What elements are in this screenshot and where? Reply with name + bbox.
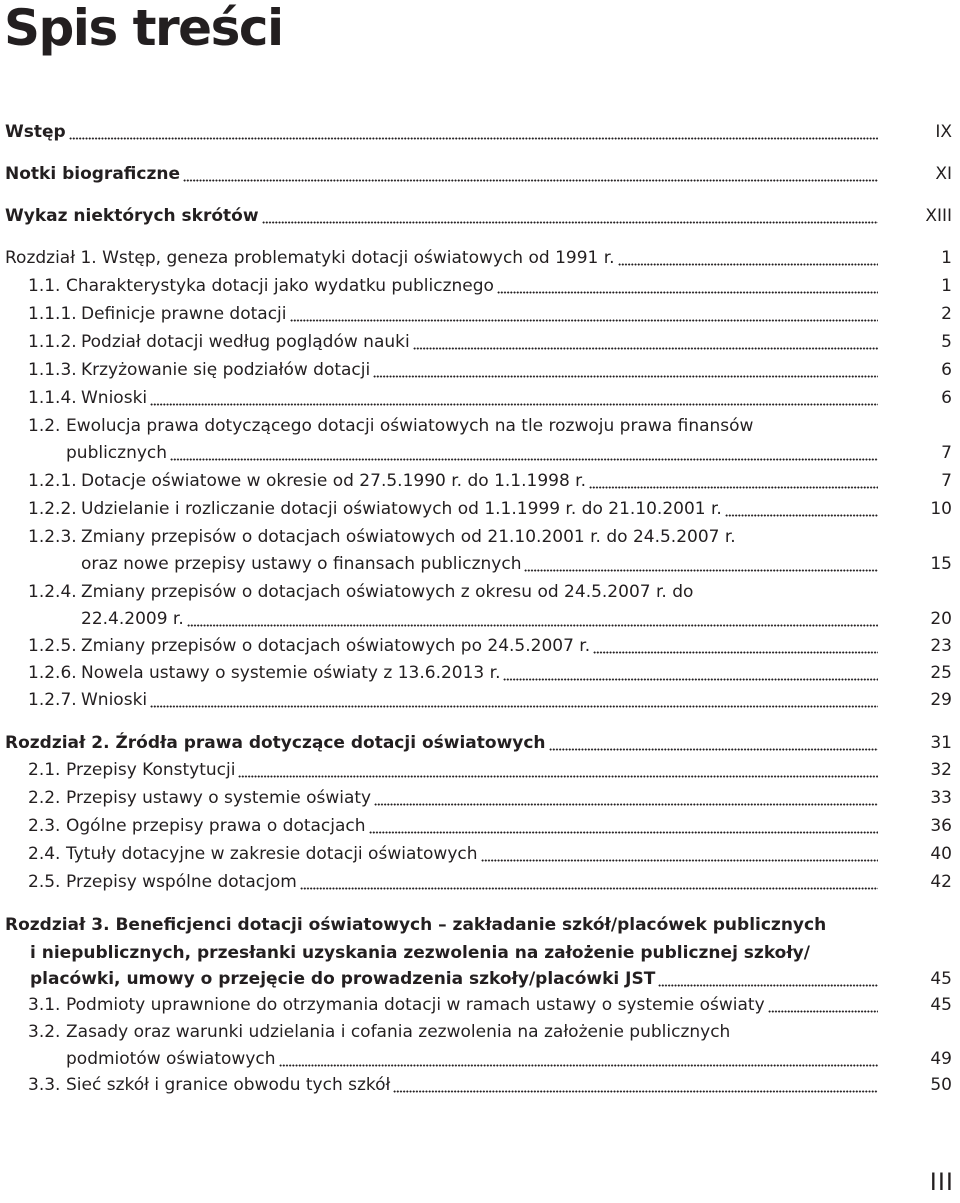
dot-leader [768,993,878,1017]
dot-leader [618,246,878,270]
toc-entry-number: 3.3. [28,1075,61,1095]
toc-entry-title: Charakterystyka dotacji jako wydatku publicznego [66,276,494,296]
toc-entry-page: 20 [930,609,952,629]
toc-entry-page: 45 [930,969,952,989]
toc-entry-title: Rozdział 2. Źródła prawa dotyczące dotacji oświatowych [5,733,546,753]
dot-leader [593,634,878,658]
dot-leader [725,497,878,521]
toc-entry-number: 3.1. [28,995,61,1015]
dot-leader [413,330,878,354]
toc-entry-title: podmiotów oświatowych [66,1049,276,1069]
toc-entry-title: Wykaz niektórych skrótów [5,206,259,226]
toc-entry-number: 1.2. [28,416,61,436]
toc-entry-title: Ogólne przepisy prawa o dotacjach [66,816,366,836]
toc-entry-number: 1.1.4. [28,388,77,408]
dot-leader [589,469,878,493]
toc-entry-number: 1.1. [28,276,61,296]
toc-entry-number: 1.2.4. [28,582,77,602]
toc-entry-number: 1.1.1. [28,304,77,324]
dot-leader [170,441,878,465]
toc-entry-number: 1.2.3. [28,527,77,547]
dot-leader [524,552,878,576]
toc-entry-page: 10 [930,499,952,519]
toc-entry-page: 31 [930,733,952,753]
toc-entry-title: Sieć szkół i granice obwodu tych szkół [66,1075,391,1095]
toc-entry-title: Przepisy ustawy o systemie oświaty [66,788,372,808]
toc-entry-title: Przepisy wspólne dotacjom [66,872,297,892]
dot-leader [374,786,878,810]
dot-leader [183,162,878,186]
toc-entry-number: 1.2.1. [28,471,77,491]
toc-entry-title: Rozdział 3. Beneficjenci dotacji oświatowych – zakładanie szkół/placówek publicznych [5,915,827,935]
toc-entry-number: 1.2.5. [28,636,77,656]
toc-entry-page: 32 [930,760,952,780]
toc-entry-title: i niepublicznych, przesłanki uzyskania zezwolenia na założenie publicznej szkoły/ [30,943,810,963]
toc-entry-title: Zmiany przepisów o dotacjach oświatowych z okresu od 24.5.2007 r. do [81,582,694,602]
dot-leader [549,731,878,755]
toc-entry-number: 1.2.2. [28,499,77,519]
toc-entry-page: 36 [930,816,952,836]
toc-entry-page: 45 [930,995,952,1015]
toc-entry-title: publicznych [66,443,168,463]
toc-entry-page: 7 [941,443,952,463]
toc-entry-number: 3.2. [28,1022,61,1042]
toc-entry-title: Wnioski [81,388,148,408]
toc-entry-number: 1.2.6. [28,663,77,683]
dot-leader [69,120,878,144]
toc-entry-page: 33 [930,788,952,808]
dot-leader [658,967,878,991]
toc-entry-page: XI [935,164,952,184]
toc-entry-title: Zasady oraz warunki udzielania i cofania zezwolenia na założenie publicznych [66,1022,731,1042]
dot-leader [373,358,878,382]
toc-entry-title: oraz nowe przepisy ustawy o finansach publicznych [81,554,522,574]
toc-entry-title: Wstęp [5,122,66,142]
dot-leader [238,758,878,782]
dot-leader [300,870,878,894]
toc-entry-title: Przepisy Konstytucji [66,760,236,780]
toc-entry-page: 42 [930,872,952,892]
toc-entry-page: 7 [941,471,952,491]
toc-entry-number: 1.2.7. [28,690,77,710]
toc-entry-title: 22.4.2009 r. [81,609,184,629]
toc-entry-page: 50 [930,1075,952,1095]
toc-entry-page: 23 [930,636,952,656]
toc-entry-number: 2.4. [28,844,61,864]
toc-entry-number: 2.2. [28,788,61,808]
toc-entry-title: Zmiany przepisów o dotacjach oświatowych po 24.5.2007 r. [81,636,591,656]
toc-entry-page: 5 [941,332,952,352]
toc-entry-title: Notki biograficzne [5,164,180,184]
toc-entry-page: 1 [941,276,952,296]
toc-entry-title: Wnioski [81,690,148,710]
dot-leader [497,274,878,298]
toc-entry-title: placówki, umowy o przejęcie do prowadzenia szkoły/placówki JST [30,969,656,989]
toc-entry-title: Zmiany przepisów o dotacjach oświatowych od 21.10.2001 r. do 24.5.2007 r. [81,527,736,547]
dot-leader [290,302,879,326]
toc-entry-title: Rozdział 1. Wstęp, geneza problematyki dotacji oświatowych od 1991 r. [5,248,615,268]
dot-leader [150,386,878,410]
dot-leader [369,814,878,838]
dot-leader [503,661,878,685]
page-title: Spis treści [4,0,283,57]
toc-entry-page: IX [935,122,952,142]
toc-entry-title: Krzyżowanie się podziałów dotacji [81,360,371,380]
toc-entry-page: 15 [930,554,952,574]
toc-entry-page: 6 [941,388,952,408]
toc-entry-page: 40 [930,844,952,864]
toc-entry-page: XIII [925,206,952,226]
toc-entry-page: 29 [930,690,952,710]
toc-entry-title: Tytuły dotacyjne w zakresie dotacji oświatowych [66,844,478,864]
toc-entry-title: Definicje prawne dotacji [81,304,287,324]
dot-leader [279,1047,879,1071]
dot-leader [393,1073,878,1097]
dot-leader [481,842,878,866]
toc-entry-page: 49 [930,1049,952,1069]
toc-entry-title: Dotacje oświatowe w okresie od 27.5.1990 r. do 1.1.1998 r. [81,471,587,491]
dot-leader [262,204,878,228]
toc-entry-title: Ewolucja prawa dotyczącego dotacji oświatowych na tle rozwoju prawa finansów [66,416,754,436]
toc-entry-number: 2.5. [28,872,61,892]
toc-entry-number: 1.1.2. [28,332,77,352]
toc-entry-page: 25 [930,663,952,683]
dot-leader [187,607,878,631]
toc-entry-page: 6 [941,360,952,380]
toc-entry-page: 2 [941,304,952,324]
toc-entry-title: Nowela ustawy o systemie oświaty z 13.6.2013 r. [81,663,501,683]
toc-entry-title: Podział dotacji według poglądów nauki [81,332,410,352]
toc-entry-page: 1 [941,248,952,268]
toc-entry-number: 2.1. [28,760,61,780]
dot-leader [150,688,878,712]
toc-entry-number: 2.3. [28,816,61,836]
toc-entry-title: Udzielanie i rozliczanie dotacji oświatowych od 1.1.1999 r. do 21.10.2001 r. [81,499,722,519]
page-number: III [929,1168,954,1196]
toc-entry-number: 1.1.3. [28,360,77,380]
toc-entry-title: Podmioty uprawnione do otrzymania dotacji w ramach ustawy o systemie oświaty [66,995,765,1015]
